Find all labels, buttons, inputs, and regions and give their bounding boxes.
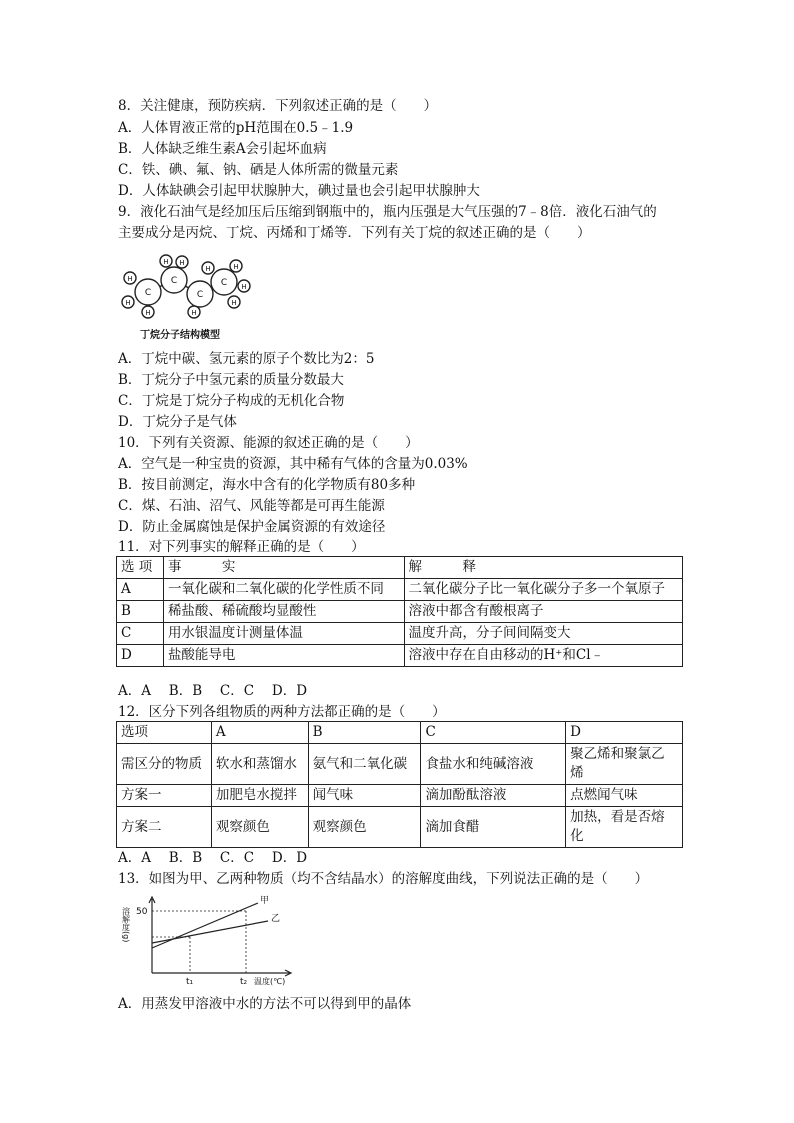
svg-text:H: H: [233, 263, 239, 271]
table-cell: 需区分的物质: [117, 744, 212, 785]
q9-stem-line2: 主要成分是丙烷、丁烷、丙烯和丁烯等．下列有关丁烷的叙述正确的是（ ）: [118, 225, 591, 241]
table-cell: 方案二: [117, 807, 212, 848]
table-cell: 事 实: [163, 557, 404, 579]
q8-stem: 8．关注健康，预防疾病．下列叙述正确的是（ ）: [118, 98, 438, 114]
table-cell: 选项: [117, 722, 212, 744]
table-cell: 加肥皂水搅拌: [211, 785, 308, 807]
q8-option-d: D．人体缺碘会引起甲状腺肿大，碘过量也会引起甲状腺肿大: [118, 183, 480, 199]
table-row: [117, 601, 683, 623]
table-cell: B: [117, 601, 164, 623]
table-cell: 解 释: [404, 557, 683, 579]
table-cell: 温度升高，分子间间隔变大: [404, 623, 683, 645]
table-cell: 观察颜色: [308, 807, 421, 848]
svg-text:H: H: [191, 309, 197, 317]
svg-text:H: H: [241, 283, 247, 291]
y-axis-label: 溶解度(g): [121, 907, 131, 943]
svg-text:H: H: [205, 265, 211, 273]
solubility-curve-graph: [118, 893, 300, 989]
svg-text:C: C: [196, 290, 204, 300]
table-row: [117, 785, 683, 807]
q9-option-b: B．丁烷分子中氢元素的质量分数最大: [118, 372, 344, 388]
x-tick-label: t₁: [186, 977, 194, 987]
table-cell: D: [566, 722, 683, 744]
table-cell: 观察颜色: [211, 807, 308, 848]
q10-option-a: A．空气是一种宝贵的资源，其中稀有气体的含量为0.03%: [118, 456, 468, 472]
table-cell: D: [117, 645, 164, 667]
series-yi-line: [152, 921, 268, 943]
q10-option-d: D．防止金属腐蚀是保护金属资源的有效途径: [118, 519, 386, 535]
table-cell: 二氧化碳分子比一氧化碳分子多一个氧原子: [404, 579, 683, 601]
table-cell: 食盐水和纯碱溶液: [421, 744, 566, 785]
table-cell: 盐酸能导电: [163, 645, 404, 667]
table-cell: 点燃闻气味: [566, 785, 683, 807]
q9-option-a: A．丁烷中碳、氢元素的原子个数比为2：5: [118, 351, 375, 367]
svg-text:C: C: [170, 276, 178, 286]
svg-text:H: H: [163, 258, 169, 266]
table-row: [117, 623, 683, 645]
q11-table: [116, 556, 683, 667]
butane-molecule-model: [118, 250, 268, 346]
q10-stem: 10．下列有关资源、能源的叙述正确的是（ ）: [118, 435, 419, 451]
table-header-row: [117, 722, 683, 744]
table-row: [117, 579, 683, 601]
series-jia-label: 甲: [260, 896, 270, 906]
table-cell: 闻气味: [308, 785, 421, 807]
q10-option-c: C．煤、石油、沼气、风能等都是可再生能源: [118, 498, 385, 514]
svg-text:C: C: [220, 278, 228, 288]
figure-caption: 丁烷分子结构模型: [140, 330, 220, 341]
table-cell: C: [421, 722, 566, 744]
table-cell: 用水银温度计测量体温: [163, 623, 404, 645]
q9-stem-line1: 9．液化石油气是经加压后压缩到钢瓶中的，瓶内压强是大气压强的7﹣8倍．液化石油气的: [118, 204, 657, 220]
y-tick-label: 50: [136, 907, 148, 917]
table-cell: 溶液中都含有酸根离子: [404, 601, 683, 623]
svg-text:H: H: [125, 299, 131, 307]
table-cell: C: [117, 623, 164, 645]
table-cell: 加热，看是否熔化: [566, 807, 683, 848]
x-axis-label: 温度(℃): [254, 977, 286, 986]
q12-answers: A．A B．B C．C D．D: [118, 850, 308, 866]
q12-table: [116, 721, 683, 848]
x-tick-label: t₂: [240, 977, 248, 987]
svg-text:H: H: [231, 299, 237, 307]
table-cell: 软水和蒸馏水: [211, 744, 308, 785]
table-row: [117, 744, 683, 785]
q10-option-b: B．按目前测定，海水中含有的化学物质有80多种: [118, 477, 416, 493]
svg-text:H: H: [145, 309, 151, 317]
table-header-row: [117, 557, 683, 579]
table-cell: A: [211, 722, 308, 744]
q12-stem: 12．区分下列各组物质的两种方法都正确的是（ ）: [118, 704, 446, 720]
series-yi-label: 乙: [271, 914, 281, 924]
table-row: [117, 807, 683, 848]
table-cell: 滴加酚酞溶液: [421, 785, 566, 807]
q13-option-a: A．用蒸发甲溶液中水的方法不可以得到甲的晶体: [118, 996, 412, 1012]
table-cell: 一氧化碳和二氧化碳的化学性质不同: [163, 579, 404, 601]
q9-option-c: C．丁烷是丁烷分子构成的无机化合物: [118, 393, 345, 409]
q11-answers: A．A B．B C．C D．D: [118, 683, 308, 699]
q8-option-a: A．人体胃液正常的pH范围在0.5﹣1.9: [118, 120, 354, 136]
svg-text:H: H: [127, 275, 133, 283]
q8-option-c: C．铁、碘、氟、钠、硒是人体所需的微量元素: [118, 162, 399, 178]
table-cell: B: [308, 722, 421, 744]
svg-text:C: C: [144, 288, 152, 298]
q11-stem: 11．对下列事实的解释正确的是（ ）: [118, 539, 365, 555]
q9-option-d: D．丁烷分子是气体: [118, 414, 237, 430]
table-cell: 方案一: [117, 785, 212, 807]
table-cell: 稀盐酸、稀硫酸均显酸性: [163, 601, 404, 623]
table-cell: A: [117, 579, 164, 601]
q13-stem: 13．如图为甲、乙两种物质（均不含结晶水）的溶解度曲线，下列说法正确的是（ ）: [118, 871, 649, 887]
table-cell: 滴加食醋: [421, 807, 566, 848]
q8-option-b: B．人体缺乏维生素A会引起坏血病: [118, 141, 327, 157]
table-cell: 溶液中存在自由移动的H⁺和Cl﹣: [404, 645, 683, 667]
table-cell: 聚乙烯和聚氯乙烯: [566, 744, 683, 785]
svg-text:H: H: [179, 259, 185, 267]
table-row: [117, 645, 683, 667]
table-cell: 氨气和二氧化碳: [308, 744, 421, 785]
table-cell: 选 项: [117, 557, 164, 579]
